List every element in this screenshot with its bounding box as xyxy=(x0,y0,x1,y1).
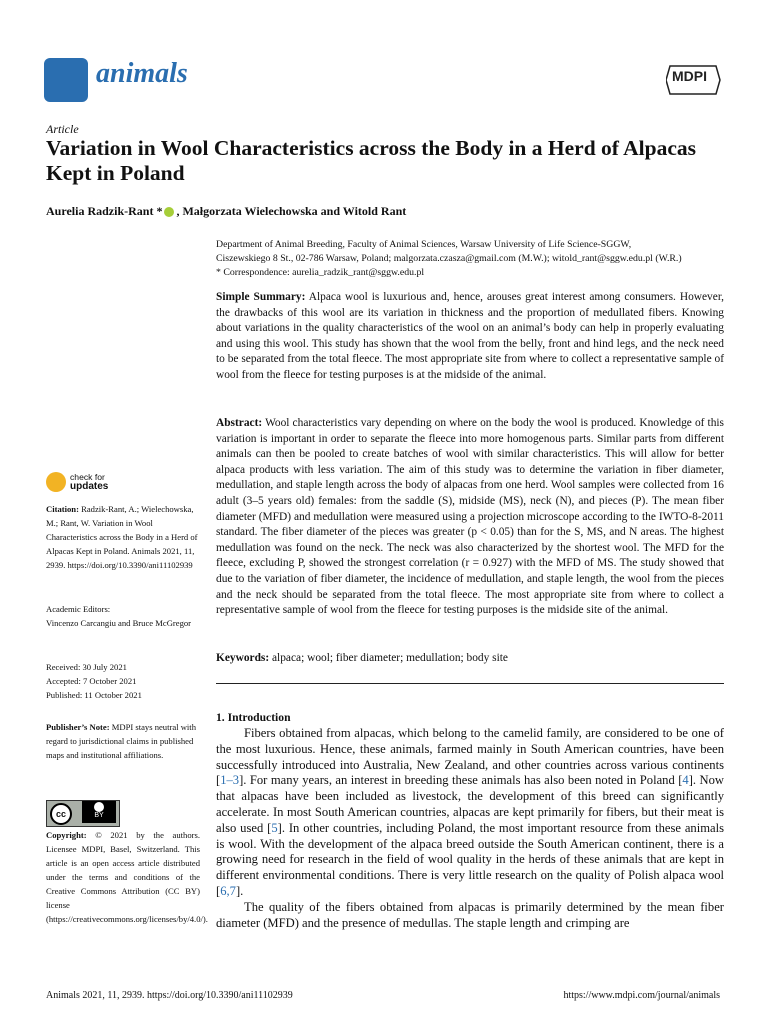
correspondence: * Correspondence: aurelia_radzik_rant@sggw.edu.pl xyxy=(216,266,425,278)
journal-name: animals xyxy=(96,58,188,89)
intro-text: ]. Now that alpacas have been included as livestock, the development of this breed can significantly accelerate. In most South American countries, alpacas are kept primarily for fibers, but their meat is also used [ xyxy=(216,773,724,835)
footer-journal-url[interactable]: https://www.mdpi.com/journal/animals xyxy=(563,990,720,1001)
citation-box xyxy=(46,502,200,572)
check-updates-line-2: updates xyxy=(70,481,109,492)
check-updates-icon[interactable] xyxy=(46,472,66,492)
abstract-label: Abstract: xyxy=(216,417,263,429)
publisher-note-text: MDPI stays neutral with regard to jurisdictional claims in published maps and institutional affiliations. xyxy=(46,722,196,760)
author-list xyxy=(46,204,406,219)
intro-paragraph-1 xyxy=(216,726,724,900)
keywords xyxy=(216,652,724,664)
abstract xyxy=(216,416,724,619)
citation-text: Radzik-Rant, A.; Wielechowska, M.; Rant, W. Variation in Wool Characteristics across the Body in a Herd of Alpacas Kept in Poland. Animals 2021, 11, 2939. https://doi.org/10.3390/ani11102939 xyxy=(46,504,198,570)
dates xyxy=(46,660,200,702)
copyright xyxy=(46,828,208,926)
author-rest: , Małgorzata Wielechowska and Witold Rant xyxy=(176,204,407,218)
copyright-text: © 2021 by the authors. Licensee MDPI, Basel, Switzerland. This article is an open access article distributed under the terms and conditions of the Creative Commons Attribution (CC BY) license (https://creativecommons.org/licenses/by/4.0/). xyxy=(46,830,208,924)
abstract-text: Wool characteristics vary depending on where on the body the wool is produced. Knowledge of this variation is important in order to separate the fleece into more homogenous parts. Similar parts from different animals can then be pooled to create batches of wool with similar characteristics. This will allow for better alpaca products with less variation. The aim of this study was to determine the variation in fiber diameter, medullation, and staple length across the body of alpacas from one herd. Wool samples were collected from 16 adult (3–5 years old) females: from the saddle (S), midside (MS), neck (N), and pieces (P). The mean fiber diameter (MFD) and medullation were measured using a projection microscope according to the IWTO-8-2011 standard. The fiber diameter of the pieces was greater (p < 0.05) than for the S, MS, and N areas. The highest medullation was found on the neck. The neck was also characterized by the shortest wool. The MFD for the fleece, excluding P, showed the strongest correlation (r = 0.927) with the MFD of MS. The study showed that due to the variation of fiber diameter, the incidence of medullation, and staple length, the wool from the pieces and the neck should be separated from the total fleece. The most appropriate site from where to collect a representative sample of wool from the fleece for testing purposes is the midside site of the animal. xyxy=(216,417,724,617)
keywords-label: Keywords: xyxy=(216,652,270,664)
publisher-note-label: Publisher’s Note: xyxy=(46,722,110,732)
citation-link[interactable]: 4 xyxy=(682,773,689,788)
editors-label: Academic Editors: xyxy=(46,604,111,614)
cc-by-label: BY xyxy=(94,812,104,819)
intro-heading: 1. Introduction xyxy=(216,711,291,724)
affiliation xyxy=(216,238,726,279)
intro-paragraph-2: The quality of the fibers obtained from alpacas is primarily determined by the mean fiber diameter (MFD) and the presence of medullas. The staple length and crimping are xyxy=(216,899,724,930)
copyright-label: Copyright: xyxy=(46,830,87,840)
date-published: Published: 11 October 2021 xyxy=(46,690,142,700)
publisher-note xyxy=(46,720,200,762)
date-accepted: Accepted: 7 October 2021 xyxy=(46,676,137,686)
simple-summary-label: Simple Summary: xyxy=(216,291,306,303)
check-updates-link[interactable] xyxy=(70,472,108,492)
author-1[interactable]: Aurelia Radzik-Rant * xyxy=(46,204,163,218)
publisher-name: MDPI xyxy=(672,68,707,84)
affiliation-line-1: Department of Animal Breeding, Faculty of Animal Sciences, Warsaw University of Life Science-SGGW, xyxy=(216,239,632,250)
person-icon xyxy=(94,802,104,812)
intro-text: ]. xyxy=(235,883,244,898)
citation-label: Citation: xyxy=(46,504,79,514)
cc-by-icon xyxy=(82,801,116,823)
keywords-text: alpaca; wool; fiber diameter; medullation; body site xyxy=(269,652,508,664)
intro-text: ]. In other countries, including Poland, the most important resource from these animals is wool. With the development of the alpaca breed outside the South American continent, there is a growing need for research in the field of wool quality in the herds of these animals that are kept in different environmental conditions. There is very little research on the quality of Polish alpaca wool [ xyxy=(216,820,724,898)
orcid-icon[interactable] xyxy=(164,207,174,217)
article-type: Article xyxy=(46,122,79,136)
article-title: Variation in Wool Characteristics across the Body in a Herd of Alpacas Kept in Poland xyxy=(46,136,696,185)
simple-summary xyxy=(216,290,724,384)
simple-summary-text: Alpaca wool is luxurious and, hence, arouses great interest among consumers. However, the drawbacks of this wool are its variation in thickness and the proportion of medullated fibers. Knowing about variations in the quality characteristics of the wool on an animal’s body can help in properly evaluating and using this wool. This study has shown that the wool from the belly, front and hind legs, and the neck need to be separated from the total fleece. The most appropriate site from where to collect a representative sample of wool from the fleece for testing purposes is at the midside of the animal. xyxy=(216,291,724,381)
editors-names: Vincenzo Carcangiu and Bruce McGregor xyxy=(46,618,192,628)
intro-body xyxy=(216,726,724,931)
cc-icon: cc xyxy=(50,803,72,825)
footer-citation[interactable]: Animals 2021, 11, 2939. https://doi.org/10.3390/ani11102939 xyxy=(46,990,293,1001)
date-received: Received: 30 July 2021 xyxy=(46,662,127,672)
intro-text: ]. For many years, an interest in breeding these animals has also been noted in Poland [ xyxy=(239,773,683,788)
citation-link[interactable]: 5 xyxy=(271,820,278,835)
citation-link[interactable]: 6,7 xyxy=(220,883,236,898)
section-divider xyxy=(216,683,724,684)
academic-editors xyxy=(46,602,200,630)
check-updates-line-1: check for xyxy=(70,472,105,482)
citation-link[interactable]: 1–3 xyxy=(220,773,240,788)
affiliation-line-2: Ciszewskiego 8 St., 02-786 Warsaw, Poland; malgorzata.czasza@gmail.com (M.W.); witold_rant@sggw.edu.pl (W.R.) xyxy=(216,252,682,264)
intro-text: Fibers obtained from alpacas, which belong to the camelid family, are considered to be one of the most luxurious. Hence, these animals, farmed mainly in South American countries, have been successfully introduced into Australia, New Zealand, and other countries across various continents [ xyxy=(216,726,724,788)
journal-logo-icon xyxy=(44,58,88,102)
